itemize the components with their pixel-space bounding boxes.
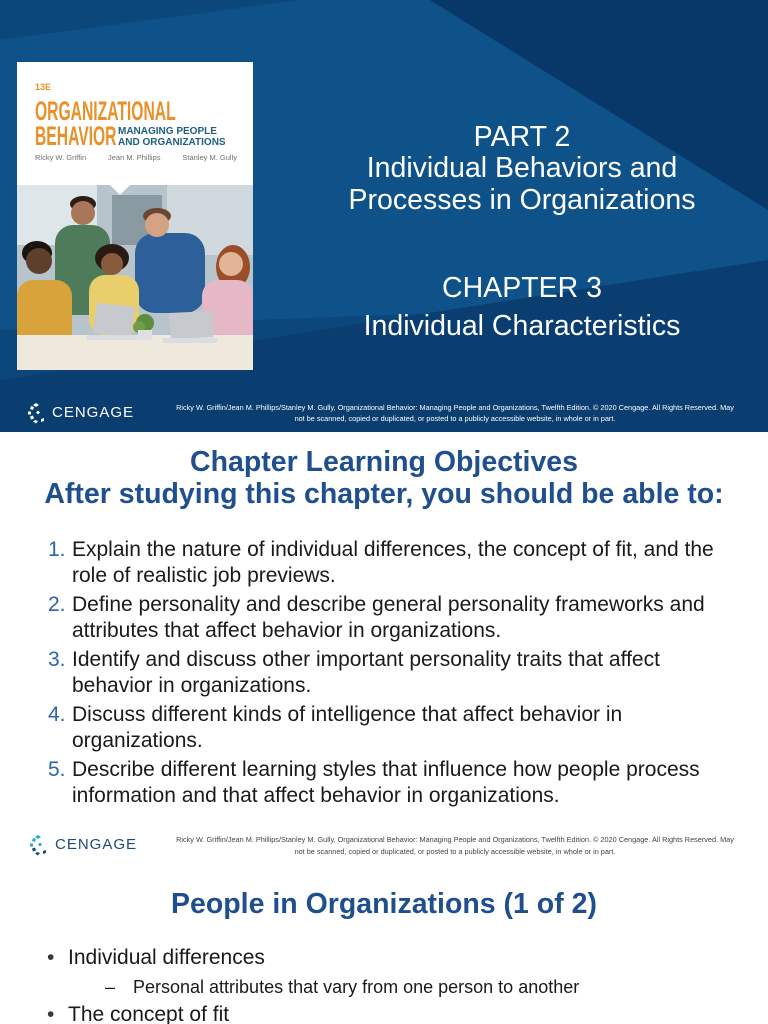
objective-number: 1. xyxy=(48,538,66,561)
cengage-brand: CENGAGE xyxy=(55,836,138,853)
objective-text-line: Identify and discuss other important personality traits that affect xyxy=(72,648,660,671)
cover-subtitle-line1: MANAGING PEOPLE xyxy=(118,126,217,137)
copyright-notice xyxy=(148,402,762,424)
objective-item xyxy=(48,647,748,699)
objective-item xyxy=(48,592,748,644)
objective-text xyxy=(72,537,714,589)
cengage-logo-icon xyxy=(27,402,49,424)
objective-number: 2. xyxy=(48,593,66,616)
objective-number: 4. xyxy=(48,703,66,726)
sub-bullet-marker: – xyxy=(105,977,116,997)
objectives-slide xyxy=(0,432,768,857)
objective-text-line: information and that affect behavior in organizations. xyxy=(72,784,560,807)
objective-text-line: behavior in organizations. xyxy=(72,674,312,697)
objective-number: 3. xyxy=(48,648,66,671)
slide-title: Chapter Learning Objectives xyxy=(189,446,579,478)
cover-photo xyxy=(17,185,253,370)
objective-text-line: role of realistic job previews. xyxy=(72,564,336,587)
chapter-label: CHAPTER 3 xyxy=(442,272,602,304)
copyright-line: Ricky W. Griffin/Jean M. Phillips/Stanley M. Gully, Organizational Behavior: Managing People and Organizations, Twelfth Edition. © 2020 Cengage. All Rights Reserved. May xyxy=(176,835,734,844)
copyright-line: not be scanned, copied or duplicated, or posted to a publicly accessible website, in whole or in part. xyxy=(294,414,616,423)
bullet-text: Individual differences xyxy=(68,946,265,969)
cover-edition: 13E xyxy=(35,82,52,92)
cover-title-line1: ORGANIZATIONAL xyxy=(35,96,176,126)
laptop xyxy=(163,311,217,343)
copyright-line: not be scanned, copied or duplicated, or posted to a publicly accessible website, in whole or in part. xyxy=(294,847,616,856)
objective-item xyxy=(48,537,748,589)
part-label: PART 2 xyxy=(473,121,571,153)
objective-item xyxy=(48,757,748,809)
bullet-marker: • xyxy=(47,946,55,969)
objective-text xyxy=(72,592,705,644)
slide-subtitle: After studying this chapter, you should be able to: xyxy=(44,478,724,510)
copyright-notice xyxy=(148,834,762,857)
cengage-logo-icon xyxy=(29,834,51,856)
objective-text-line: Discuss different kinds of intelligence that affect behavior in xyxy=(72,703,623,726)
objective-text xyxy=(72,757,700,809)
objective-text xyxy=(72,647,660,699)
objective-text-line: Describe different learning styles that influence how people process xyxy=(72,758,700,781)
objective-text-line: Define personality and describe general personality frameworks and xyxy=(72,593,705,616)
sub-bullet-text: Personal attributes that vary from one person to another xyxy=(133,977,580,997)
cover-authors xyxy=(35,153,237,162)
chapter-title: Individual Characteristics xyxy=(363,310,681,342)
cover-author: Stanley M. Gully xyxy=(182,153,237,162)
objective-number: 5. xyxy=(48,758,66,781)
objective-text-line: Explain the nature of individual differences, the concept of fit, and the xyxy=(72,538,714,561)
title-slide xyxy=(0,0,768,432)
bullet-text: The concept of fit xyxy=(68,1003,230,1024)
cover-author: Ricky W. Griffin xyxy=(35,153,87,162)
copyright-line: Ricky W. Griffin/Jean M. Phillips/Stanley M. Gully, Organizational Behavior: Managing People and Organizations, Twelfth Edition. © 2020 Cengage. All Rights Reserved. May xyxy=(176,403,734,412)
objective-text-line: organizations. xyxy=(72,729,203,752)
people-in-organizations-slide xyxy=(0,857,768,1024)
table xyxy=(17,335,253,370)
cengage-brand: CENGAGE xyxy=(52,404,135,421)
cover-title-line2: BEHAVIOR xyxy=(35,121,117,151)
objective-text xyxy=(72,702,622,754)
cover-author: Jean M. Phillips xyxy=(107,153,161,162)
objective-item xyxy=(48,702,748,754)
part-title-line1: Individual Behaviors and xyxy=(366,152,678,184)
bullet-marker: • xyxy=(47,1003,55,1024)
cover-subtitle-line2: AND ORGANIZATIONS xyxy=(118,137,226,148)
part-title-line2: Processes in Organizations xyxy=(348,184,696,216)
objective-text-line: attributes that affect behavior in organizations. xyxy=(72,619,502,642)
objectives-list xyxy=(48,537,748,812)
book-cover xyxy=(17,62,253,370)
slide-title: People in Organizations (1 of 2) xyxy=(171,888,597,920)
